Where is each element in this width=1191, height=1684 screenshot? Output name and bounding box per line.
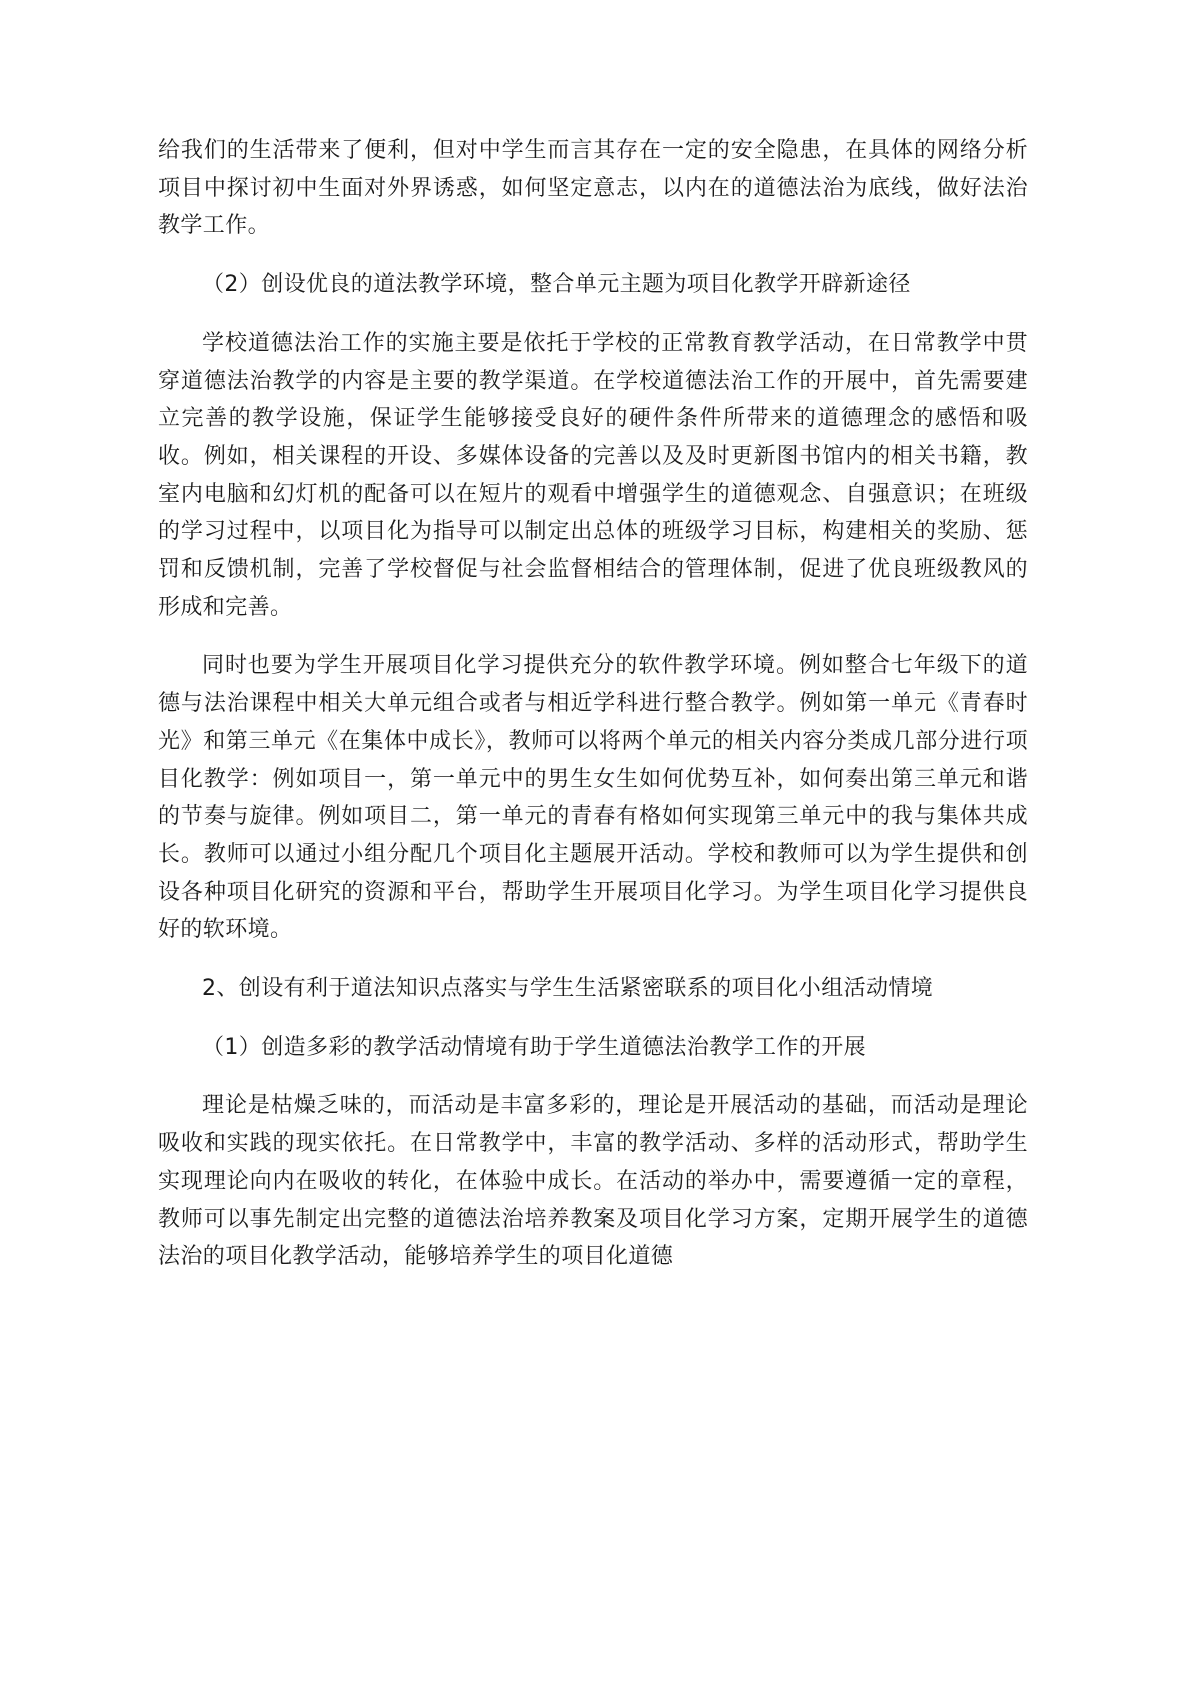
subheading-2: （2）创设优良的道法教学环境，整合单元主题为项目化教学开辟新途径 xyxy=(202,272,911,298)
paragraph-software-environment: 同时也要为学生开展项目化学习提供充分的软件教学环境。例如整合七年级下的道德与法治课程中相关大单元组合或者与相近学科进行整合教学。例如第一单元《青春时光》和第三单元《在集体中成长》，教师可以将两个单元的相关内容分类成几部分进行项目化教学：例如项目一，第一单元中的男生女生如何优势互补，如何奏出第三单元和谐的节奏与旋律。例如项目二，第一单元的青春有格如何实现第三单元中的我与集体共成长。教师可以通过小组分配几个项目化主题展开活动。学校和教师可以为学生提供和创设各种项目化研究的资源和平台，帮助学生开展项目化学习。为学生项目化学习提供良好的软环境。 xyxy=(158,653,1028,943)
subheading-1: （1）创造多彩的教学活动情境有助于学生道德法治教学工作的开展 xyxy=(202,1034,866,1060)
section-heading-2: 2、创设有利于道法知识点落实与学生生活紧密联系的项目化小组活动情境 xyxy=(202,976,934,1002)
paragraph-facilities: 学校道德法治工作的实施主要是依托于学校的正常教育教学活动，在日常教学中贯穿道德法治教学的内容是主要的教学渠道。在学校道德法治工作的开展中，首先需要建立完善的教学设施，保证学生能够接受良好的硬件条件所带来的道德理念的感悟和吸收。例如，相关课程的开设、多媒体设备的完善以及及时更新图书馆内的相关书籍，教室内电脑和幻灯机的配备可以在短片的观看中增强学生的道德观念、自强意识；在班级的学习过程中，以项目化为指导可以制定出总体的班级学习目标，构建相关的奖励、惩罚和反馈机制，完善了学校督促与社会监督相结合的管理体制，促进了优良班级教风的形成和完善。 xyxy=(158,330,1028,620)
document-body xyxy=(158,132,1028,1276)
paragraph-continuation: 给我们的生活带来了便利，但对中学生而言其存在一定的安全隐患，在具体的网络分析项目中探讨初中生面对外界诱惑，如何坚定意志，以内在的道德法治为底线，做好法治教学工作。 xyxy=(158,138,1028,239)
paragraph-activities: 理论是枯燥乏味的，而活动是丰富多彩的，理论是开展活动的基础，而活动是理论吸收和实践的现实依托。在日常教学中，丰富的教学活动、多样的活动形式，帮助学生实现理论向内在吸收的转化，在体验中成长。在活动的举办中，需要遵循一定的章程，教师可以事先制定出完整的道德法治培养教案及项目化学习方案，定期开展学生的道德法治的项目化教学活动，能够培养学生的项目化道德 xyxy=(158,1093,1028,1270)
